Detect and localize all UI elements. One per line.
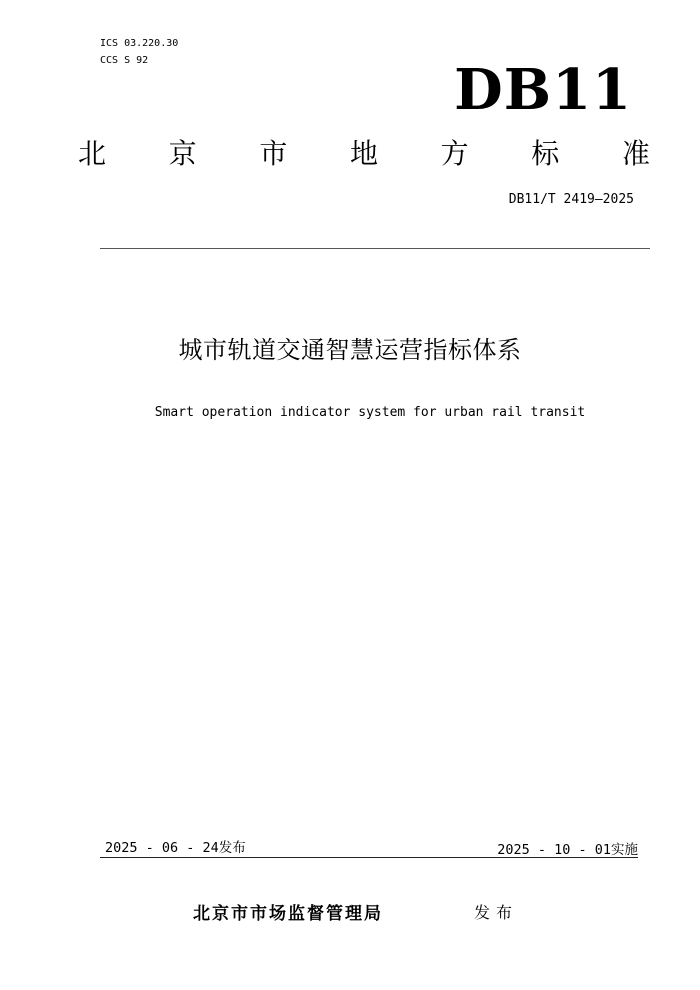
document-title-chinese: 城市轨道交通智慧运营指标体系 — [178, 336, 522, 364]
standard-type-char: 标 — [531, 137, 560, 170]
standard-type-char: 准 — [621, 137, 650, 170]
ics-code: ICS 03.220.30 — [100, 38, 179, 49]
issue-date: 2025 - 06 - 24发布 — [105, 840, 246, 856]
standard-type-heading — [78, 136, 650, 172]
standard-type-char: 北 — [78, 137, 107, 170]
standard-type-char: 市 — [259, 137, 288, 170]
standard-type-char: 方 — [440, 137, 469, 170]
issuing-action: 发布 — [474, 903, 519, 922]
ccs-code: CCS S 92 — [100, 55, 149, 66]
standard-type-char: 地 — [349, 137, 378, 170]
standard-type-char: 京 — [168, 137, 197, 170]
issuing-authority: 北京市市场监督管理局 — [193, 904, 383, 924]
standard-number: DB11/T 2419—2025 — [508, 192, 634, 207]
db11-mark: DB11 — [454, 57, 632, 123]
document-title-english: Smart operation indicator system for urban rail transit — [154, 405, 586, 420]
implementation-date: 2025 - 10 - 01实施 — [497, 842, 638, 858]
bottom-divider — [100, 857, 638, 858]
top-divider — [100, 248, 650, 249]
